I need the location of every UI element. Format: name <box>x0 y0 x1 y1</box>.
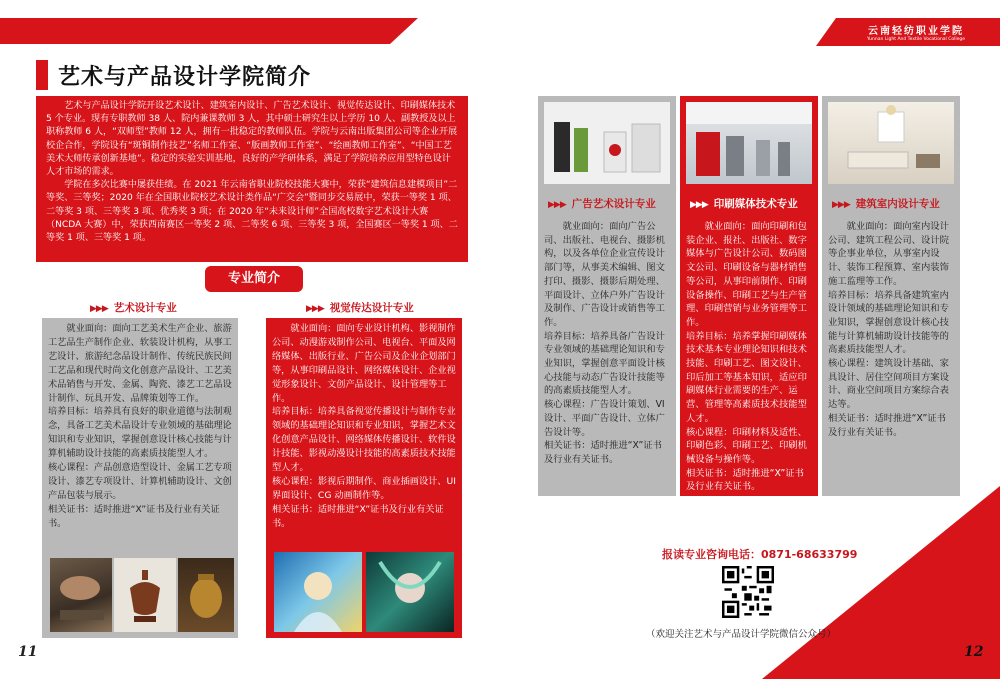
intro-box <box>36 96 468 262</box>
triple-arrow-icon: ▶▶▶ <box>306 304 324 314</box>
intro-paragraph-2: 学院在多次比赛中屡获佳绩。在 2021 年云南省职业院校技能大赛中，荣获“建筑信息建模项目”二等奖、三等奖；2020 年在全国职业院校艺术设计类作品“广交会”暨同步交易展中，荣获一等奖 1 项、二等奖 3 项、三等奖 3 项、优秀奖 3 项；在 2020 年“未来设计师”全国高校数字艺术设计大赛（NCDA 大赛）中，荣获西南赛区一等奖 2 项、二等奖 6 项、三等奖 3 项，全国赛区一等奖 1 项、二等奖 1 项、三等奖 1 项。 <box>46 180 458 244</box>
photo-illustration-1 <box>274 552 362 632</box>
major-label-art-design: ▶▶▶ 艺术设计专业 <box>90 302 177 314</box>
contact-phone: 报读专业咨询电话：0871-68633799 <box>662 548 858 561</box>
interior-text: 就业面向：面向室内设计公司、建筑工程公司、设计院等企事业单位，从事室内设计、装饰工程预算、室内装饰施工监理等工作。 培养目标：培养具备建筑室内设计领域的基础理论知识和专业知识，掌握创意设计核心技能与计算机辅助设计技能等的高素质技能型人才。 核心课程：建筑设计基础、家具设计、居住空间项目方案设计、商业空间项目方案综合表达等。 相关证书：适时推进“X”证书及行业有关证书。 <box>828 221 949 438</box>
photo-packaging <box>544 102 670 184</box>
advertising-text: 就业面向：面向广告公司、出版社、电视台、摄影机构，以及各单位企业宣传设计部门等，从事美术编辑、图文打印、摄影、摄影后期处理、平面设计、立体户外广告设计及制作、广告设计或销售等工作。 培养目标：培养具备广告设计专业领域的基础理论知识和专业知识，掌握创意平面设计核心技能与动态广告设计技能等的高素质技能型人才。 核心课程：广告设计策划、VI 设计、平面广告设计、立体广告设计等。 相关证书：适时推进“X”证书及行业有关证书。 <box>544 221 665 465</box>
triple-arrow-icon: ▶▶▶ <box>548 200 566 210</box>
page-number-right: 12 <box>964 644 984 660</box>
triple-arrow-icon: ▶▶▶ <box>90 304 108 314</box>
panel-visual-design <box>266 318 462 638</box>
qr-caption: （欢迎关注艺术与产品设计学院微信公众号） <box>646 629 837 640</box>
photo-illustration-2 <box>366 552 454 632</box>
panel-art-design <box>42 318 238 638</box>
college-logo <box>856 22 976 42</box>
logo-cn: 云南轻纺职业学院 <box>868 26 964 37</box>
major-title-print-media: ▶▶▶ 印刷媒体技术专业 <box>690 198 798 210</box>
page-number-left: 11 <box>18 644 38 660</box>
photo-print-workshop <box>686 102 812 184</box>
major-label-visual-design: ▶▶▶ 视觉传达设计专业 <box>306 302 414 314</box>
photo-bronze-vessel <box>114 558 176 632</box>
page-title: 艺术与产品设计学院简介 <box>58 65 312 90</box>
title-bar <box>36 60 48 90</box>
logo-en: Yunnan Light And Textile Vocational College <box>866 37 966 42</box>
header-band-left <box>0 18 500 44</box>
majors-heading: 专业简介 <box>205 266 303 292</box>
art-design-text: 就业面向：面向工艺美术生产企业、旅游工艺品生产制作企业、软装设计机构，从事工艺设计、旅游纪念品设计制作、传统民族民间工艺品和现代时尚文化创意产品设计、工艺美术品销售与开发、金属、陶瓷、漆艺工艺品设计制作、玩具开发、品牌策划等工作。 培养目标：培养具有良好的职业道德与法制观念，具备工艺美术品设计专业领域的基础理论知识和专业知识，掌握创意设计核心技能与计算机辅助设计技能的高素质技能型人才。 核心课程：产品创意造型设计、金属工艺专项设计、漆艺专项设计、计算机辅助设计、文创产品包装与展示。 相关证书：适时推进“X”证书及行业有关证书。 <box>48 323 232 529</box>
print-media-text: 就业面向：面向印刷和包装企业、报社、出版社、数字媒体与广告设计公司、数码图文公司、印刷设备与器材销售等公司，从事印前制作、印刷设备操作、印刷工艺与生产管理、印刷营销与业务管理等工作。 培养目标：培养掌握印刷媒体技术基本专业理论知识和技术技能、印刷工艺、图文设计、印后加工等基本知识，适应印刷媒体行业需要的生产、运营、管理等高素质技术技能型人才。 核心课程：印刷材料及适性、印刷色彩、印刷工艺、印刷机械设备与操作等。 相关证书：适时推进“X”证书及行业有关证书。 <box>686 221 807 493</box>
photo-craft-hands <box>50 558 112 632</box>
photo-bronze-jar <box>178 558 234 632</box>
panel-print-media <box>680 96 818 496</box>
triple-arrow-icon: ▶▶▶ <box>690 200 708 210</box>
triple-arrow-icon: ▶▶▶ <box>832 200 850 210</box>
major-title-interior: ▶▶▶ 建筑室内设计专业 <box>832 198 940 210</box>
panel-interior-design <box>822 96 960 496</box>
major-title-advertising: ▶▶▶ 广告艺术设计专业 <box>548 198 656 210</box>
photo-interior-room <box>828 102 954 184</box>
qr-code-icon[interactable] <box>722 566 774 618</box>
visual-design-text: 就业面向：面向专业设计机构、影视制作公司、动漫游戏制作公司、电视台、平面及网络媒体、出版行业、广告公司及企业企划部门等，从事印刷品设计、网络媒体设计、企业视觉形象设计、文创产品设计、设计管理等工作。 培养目标：培养具备视觉传播设计与制作专业领域的基础理论知识和专业知识，掌握艺术文化创意产品设计、网络媒体传播设计、软件设计技能、影视动漫设计技能的高素质技术技能型人才。 核心课程：影视后期制作、商业插画设计、UI 界面设计、CG 动画制作等。 相关证书：适时推进“X”证书及行业有关证书。 <box>272 323 456 529</box>
intro-paragraph-1: 艺术与产品设计学院开设艺术设计、建筑室内设计、广告艺术设计、视觉传达设计、印刷媒体技术 5 个专业。现有专职教师 38 人、院内兼课教师 3 人，其中硕士研究生以上学历 10 人、副教授及以上职称教师 6 人，“双师型”教师 12 人，拥有一批稳定的教师队伍。学院与云南出版集团公司等企业开展校企合作，学院设有“斑铜制作技艺”名师工作室、“版画教师工作室”、“绘画教师工作室”、“中国工艺美术大师传承创新基地”。稳定的实验实训基地，良好的产学研体系，满足了学院培养应用型特色设计人才市场的需求。 <box>46 101 458 178</box>
panel-advertising-design <box>538 96 676 496</box>
